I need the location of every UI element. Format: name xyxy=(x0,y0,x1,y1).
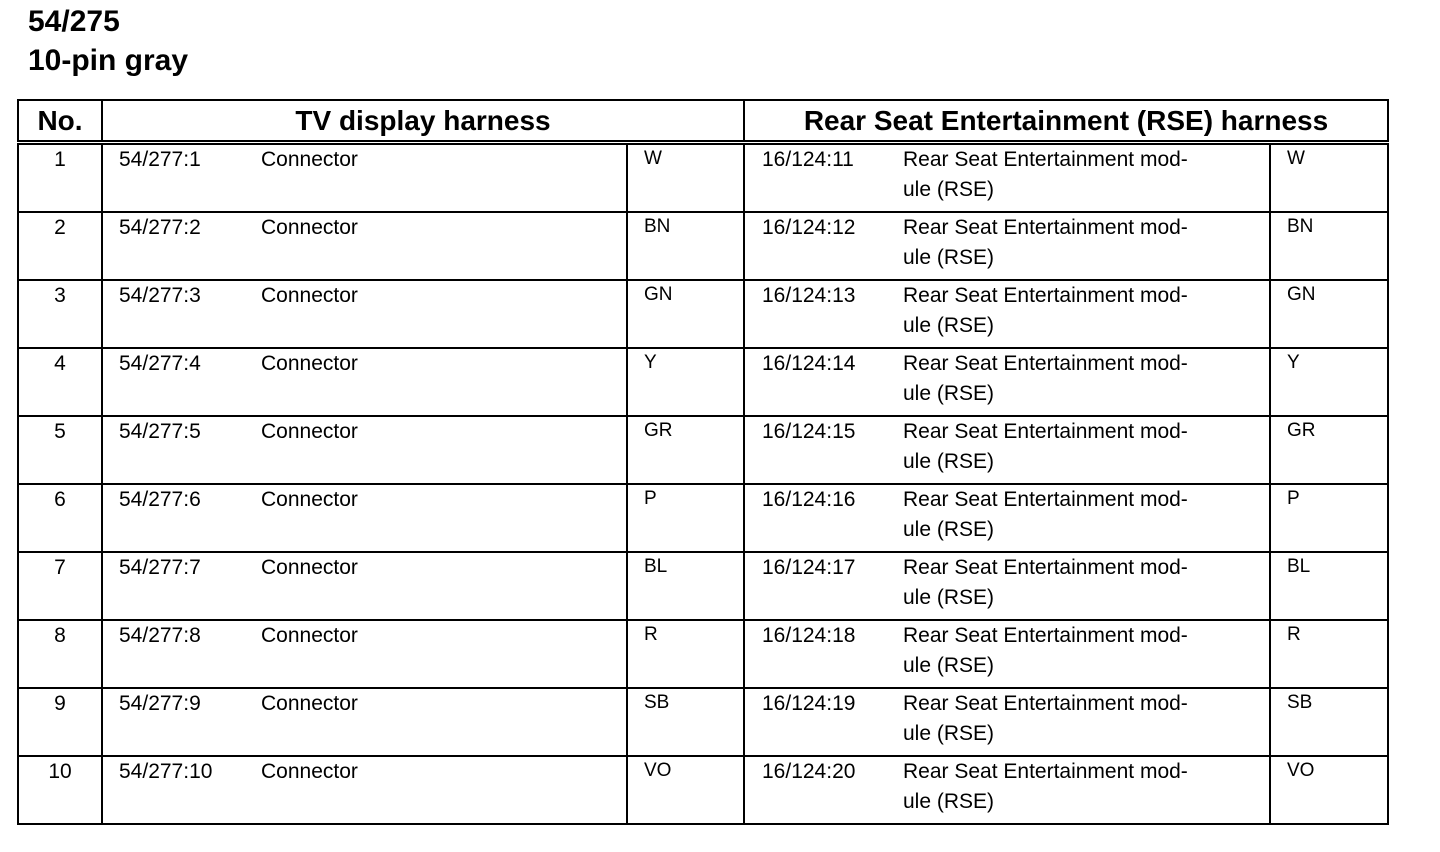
rse-pin-description xyxy=(903,485,1263,545)
rse-pin-description xyxy=(903,349,1263,409)
rse-description-line-1: Rear Seat Entertainment mod- xyxy=(903,488,1188,511)
rse-description-line-2: ule (RSE) xyxy=(903,518,995,541)
rse-pin-reference: 16/124:15 xyxy=(762,420,856,443)
pin-number: 4 xyxy=(18,348,102,416)
pin-table-header xyxy=(18,100,1388,143)
rse-pin-reference: 16/124:19 xyxy=(762,692,856,715)
tv-pin-reference: 54/277:4 xyxy=(119,352,201,375)
tv-pin-reference: 54/277:6 xyxy=(119,488,201,511)
tv-pin-description: Connector xyxy=(261,624,358,647)
rse-harness-cell xyxy=(744,552,1270,620)
tv-harness-cell xyxy=(102,212,627,280)
rse-wire-color: GN xyxy=(1270,280,1388,348)
rse-wire-color: W xyxy=(1270,143,1388,213)
header-tv-display-harness: TV display harness xyxy=(102,100,744,143)
pin-number: 3 xyxy=(18,280,102,348)
tv-pin-reference: 54/277:9 xyxy=(119,692,201,715)
rse-pin-description xyxy=(903,621,1263,681)
rse-pin-description xyxy=(903,553,1263,613)
pin-number: 1 xyxy=(18,143,102,213)
tv-pin-description: Connector xyxy=(261,284,358,307)
rse-description-line-2: ule (RSE) xyxy=(903,586,995,609)
tv-harness-cell xyxy=(102,552,627,620)
tv-pin-reference: 54/277:3 xyxy=(119,284,201,307)
tv-pin-description: Connector xyxy=(261,488,358,511)
table-row xyxy=(18,756,1388,824)
rse-harness-cell xyxy=(744,620,1270,688)
rse-wire-color: Y xyxy=(1270,348,1388,416)
rse-pin-description xyxy=(903,757,1263,817)
rse-wire-color: P xyxy=(1270,484,1388,552)
rse-harness-cell xyxy=(744,348,1270,416)
tv-harness-cell xyxy=(102,688,627,756)
tv-pin-reference: 54/277:8 xyxy=(119,624,201,647)
tv-harness-cell xyxy=(102,416,627,484)
pin-number: 6 xyxy=(18,484,102,552)
rse-description-line-2: ule (RSE) xyxy=(903,654,995,677)
tv-harness-cell xyxy=(102,756,627,824)
rse-harness-cell xyxy=(744,416,1270,484)
rse-description-line-1: Rear Seat Entertainment mod- xyxy=(903,352,1188,375)
rse-description-line-2: ule (RSE) xyxy=(903,722,995,745)
tv-harness-cell xyxy=(102,620,627,688)
rse-pin-description xyxy=(903,689,1263,749)
rse-description-line-2: ule (RSE) xyxy=(903,246,995,269)
table-row xyxy=(18,212,1388,280)
rse-description-line-1: Rear Seat Entertainment mod- xyxy=(903,148,1188,171)
tv-pin-description: Connector xyxy=(261,760,358,783)
rse-description-line-1: Rear Seat Entertainment mod- xyxy=(903,760,1188,783)
rse-harness-cell xyxy=(744,756,1270,824)
rse-wire-color: GR xyxy=(1270,416,1388,484)
table-row xyxy=(18,688,1388,756)
connector-description: 10-pin gray xyxy=(28,44,189,77)
rse-description-line-1: Rear Seat Entertainment mod- xyxy=(903,420,1188,443)
tv-wire-color: R xyxy=(627,620,744,688)
table-row xyxy=(18,143,1388,213)
tv-pin-reference: 54/277:10 xyxy=(119,760,213,783)
rse-description-line-2: ule (RSE) xyxy=(903,382,995,405)
header-rse-harness: Rear Seat Entertainment (RSE) harness xyxy=(744,100,1388,143)
pin-table xyxy=(17,99,1389,825)
tv-pin-description: Connector xyxy=(261,216,358,239)
pin-number: 2 xyxy=(18,212,102,280)
rse-wire-color: VO xyxy=(1270,756,1388,824)
tv-harness-cell xyxy=(102,484,627,552)
rse-pin-reference: 16/124:14 xyxy=(762,352,856,375)
rse-description-line-1: Rear Seat Entertainment mod- xyxy=(903,692,1188,715)
rse-wire-color: BN xyxy=(1270,212,1388,280)
tv-pin-reference: 54/277:5 xyxy=(119,420,201,443)
pin-number: 5 xyxy=(18,416,102,484)
rse-pin-description xyxy=(903,281,1263,341)
rse-pin-description xyxy=(903,145,1263,205)
pin-number: 9 xyxy=(18,688,102,756)
header-row xyxy=(18,100,1388,143)
tv-pin-description: Connector xyxy=(261,420,358,443)
tv-pin-reference: 54/277:7 xyxy=(119,556,201,579)
rse-harness-cell xyxy=(744,688,1270,756)
rse-harness-cell xyxy=(744,280,1270,348)
rse-wire-color: SB xyxy=(1270,688,1388,756)
rse-pin-reference: 16/124:16 xyxy=(762,488,856,511)
tv-harness-cell xyxy=(102,280,627,348)
tv-pin-description: Connector xyxy=(261,556,358,579)
tv-wire-color: Y xyxy=(627,348,744,416)
rse-pin-reference: 16/124:17 xyxy=(762,556,856,579)
rse-pin-description xyxy=(903,417,1263,477)
rse-description-line-1: Rear Seat Entertainment mod- xyxy=(903,216,1188,239)
rse-description-line-1: Rear Seat Entertainment mod- xyxy=(903,624,1188,647)
rse-pin-reference: 16/124:18 xyxy=(762,624,856,647)
tv-wire-color: W xyxy=(627,143,744,213)
rse-harness-cell xyxy=(744,143,1270,213)
table-row xyxy=(18,416,1388,484)
rse-pin-description xyxy=(903,213,1263,273)
header-no: No. xyxy=(18,100,102,143)
tv-pin-reference: 54/277:2 xyxy=(119,216,201,239)
rse-description-line-2: ule (RSE) xyxy=(903,178,995,201)
tv-pin-description: Connector xyxy=(261,352,358,375)
rse-harness-cell xyxy=(744,484,1270,552)
rse-description-line-1: Rear Seat Entertainment mod- xyxy=(903,284,1188,307)
rse-pin-reference: 16/124:12 xyxy=(762,216,856,239)
table-row xyxy=(18,280,1388,348)
table-row xyxy=(18,484,1388,552)
tv-pin-description: Connector xyxy=(261,692,358,715)
rse-wire-color: BL xyxy=(1270,552,1388,620)
tv-harness-cell xyxy=(102,348,627,416)
tv-harness-cell xyxy=(102,143,627,213)
table-row xyxy=(18,552,1388,620)
rse-description-line-2: ule (RSE) xyxy=(903,314,995,337)
rse-pin-reference: 16/124:11 xyxy=(762,148,854,171)
tv-wire-color: SB xyxy=(627,688,744,756)
tv-wire-color: P xyxy=(627,484,744,552)
table-row xyxy=(18,620,1388,688)
rse-wire-color: R xyxy=(1270,620,1388,688)
tv-wire-color: VO xyxy=(627,756,744,824)
rse-description-line-2: ule (RSE) xyxy=(903,450,995,473)
rse-description-line-2: ule (RSE) xyxy=(903,790,995,813)
tv-pin-description: Connector xyxy=(261,148,358,171)
rse-harness-cell xyxy=(744,212,1270,280)
rse-pin-reference: 16/124:20 xyxy=(762,760,856,783)
pin-number: 8 xyxy=(18,620,102,688)
table-row xyxy=(18,348,1388,416)
pin-number: 10 xyxy=(18,756,102,824)
pin-table-body xyxy=(18,143,1388,825)
connector-code: 54/275 xyxy=(28,5,120,38)
tv-wire-color: GR xyxy=(627,416,744,484)
tv-wire-color: GN xyxy=(627,280,744,348)
rse-description-line-1: Rear Seat Entertainment mod- xyxy=(903,556,1188,579)
pin-number: 7 xyxy=(18,552,102,620)
rse-pin-reference: 16/124:13 xyxy=(762,284,856,307)
tv-wire-color: BN xyxy=(627,212,744,280)
tv-pin-reference: 54/277:1 xyxy=(119,148,201,171)
tv-wire-color: BL xyxy=(627,552,744,620)
